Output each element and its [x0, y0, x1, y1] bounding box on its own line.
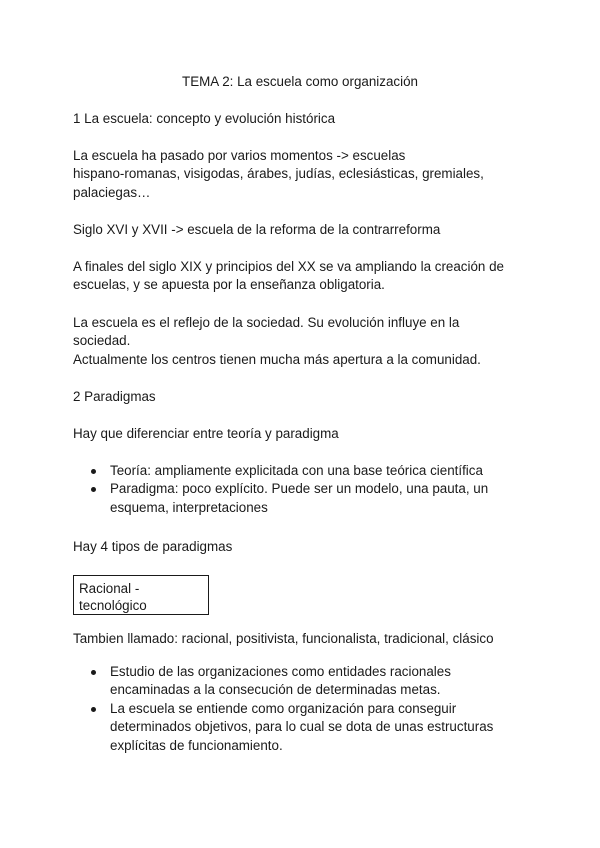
text-line: explícitas de funcionamiento. — [110, 737, 283, 753]
text-line: La escuela es el reflejo de la sociedad. Su evolución influye en la — [73, 315, 460, 330]
text-line: palaciegas… — [73, 184, 151, 200]
text-line: encaminadas a la consecución de determinadas metas. — [110, 682, 441, 698]
bullet-icon — [91, 707, 96, 712]
paragraph-reforma: Siglo XVI y XVII -> escuela de la reforma de la contrarreforma — [73, 222, 441, 237]
text-line: Paradigma: poco explícito. Puede ser un modelo, una pauta, un — [110, 481, 489, 497]
text-line: La escuela se entiende como organización para conseguir — [110, 700, 457, 716]
bullet-icon — [91, 670, 96, 675]
list-item — [73, 462, 533, 480]
list-item — [73, 663, 533, 700]
list-item — [73, 480, 533, 517]
bullet-icon — [91, 487, 96, 492]
text-line: A finales del siglo XIX y principios del XX se va ampliando la creación de — [73, 259, 504, 274]
text-line: tecnológico — [79, 598, 147, 613]
section-1-heading: 1 La escuela: concepto y evolución histórica — [73, 111, 336, 126]
bullet-list-definitions — [73, 462, 533, 517]
paragraph-siglo-xix — [73, 258, 533, 295]
text-line: esquema, interpretaciones — [110, 499, 268, 515]
text-line: Actualmente los centros tienen mucha más apertura a la comunidad. — [73, 351, 481, 367]
bullet-list-racional — [73, 663, 533, 755]
paragraph-history — [73, 147, 533, 202]
paragraph-tipos: Hay 4 tipos de paradigmas — [73, 539, 233, 554]
paragraph-teoria-paradigma: Hay que diferenciar entre teoría y paradigma — [73, 426, 339, 441]
section-2-heading: 2 Paradigmas — [73, 389, 156, 404]
text-line: La escuela ha pasado por varios momentos -> escuelas — [73, 148, 406, 163]
text-line: hispano-romanas, visigodas, árabes, judías, eclesiásticas, gremiales, — [73, 166, 484, 182]
text-line: Teoría: ampliamente explicitada con una base teórica científica — [110, 463, 483, 478]
list-item — [73, 700, 533, 755]
text-line: sociedad. — [73, 333, 131, 349]
text-line: Estudio de las organizaciones como entidades racionales — [110, 664, 451, 679]
paradigm-box — [73, 575, 209, 615]
paragraph-tambien-llamado: Tambien llamado: racional, positivista, funcionalista, tradicional, clásico — [73, 631, 494, 646]
text-line: determinados objetivos, para lo cual se dota de unas estructuras — [110, 719, 494, 735]
text-line: Racional - — [79, 581, 140, 596]
text-line: escuelas, y se apuesta por la enseñanza obligatoria. — [73, 277, 385, 293]
paragraph-reflejo-sociedad — [73, 314, 533, 369]
page-title: TEMA 2: La escuela como organización — [182, 74, 418, 89]
bullet-icon — [91, 469, 96, 474]
